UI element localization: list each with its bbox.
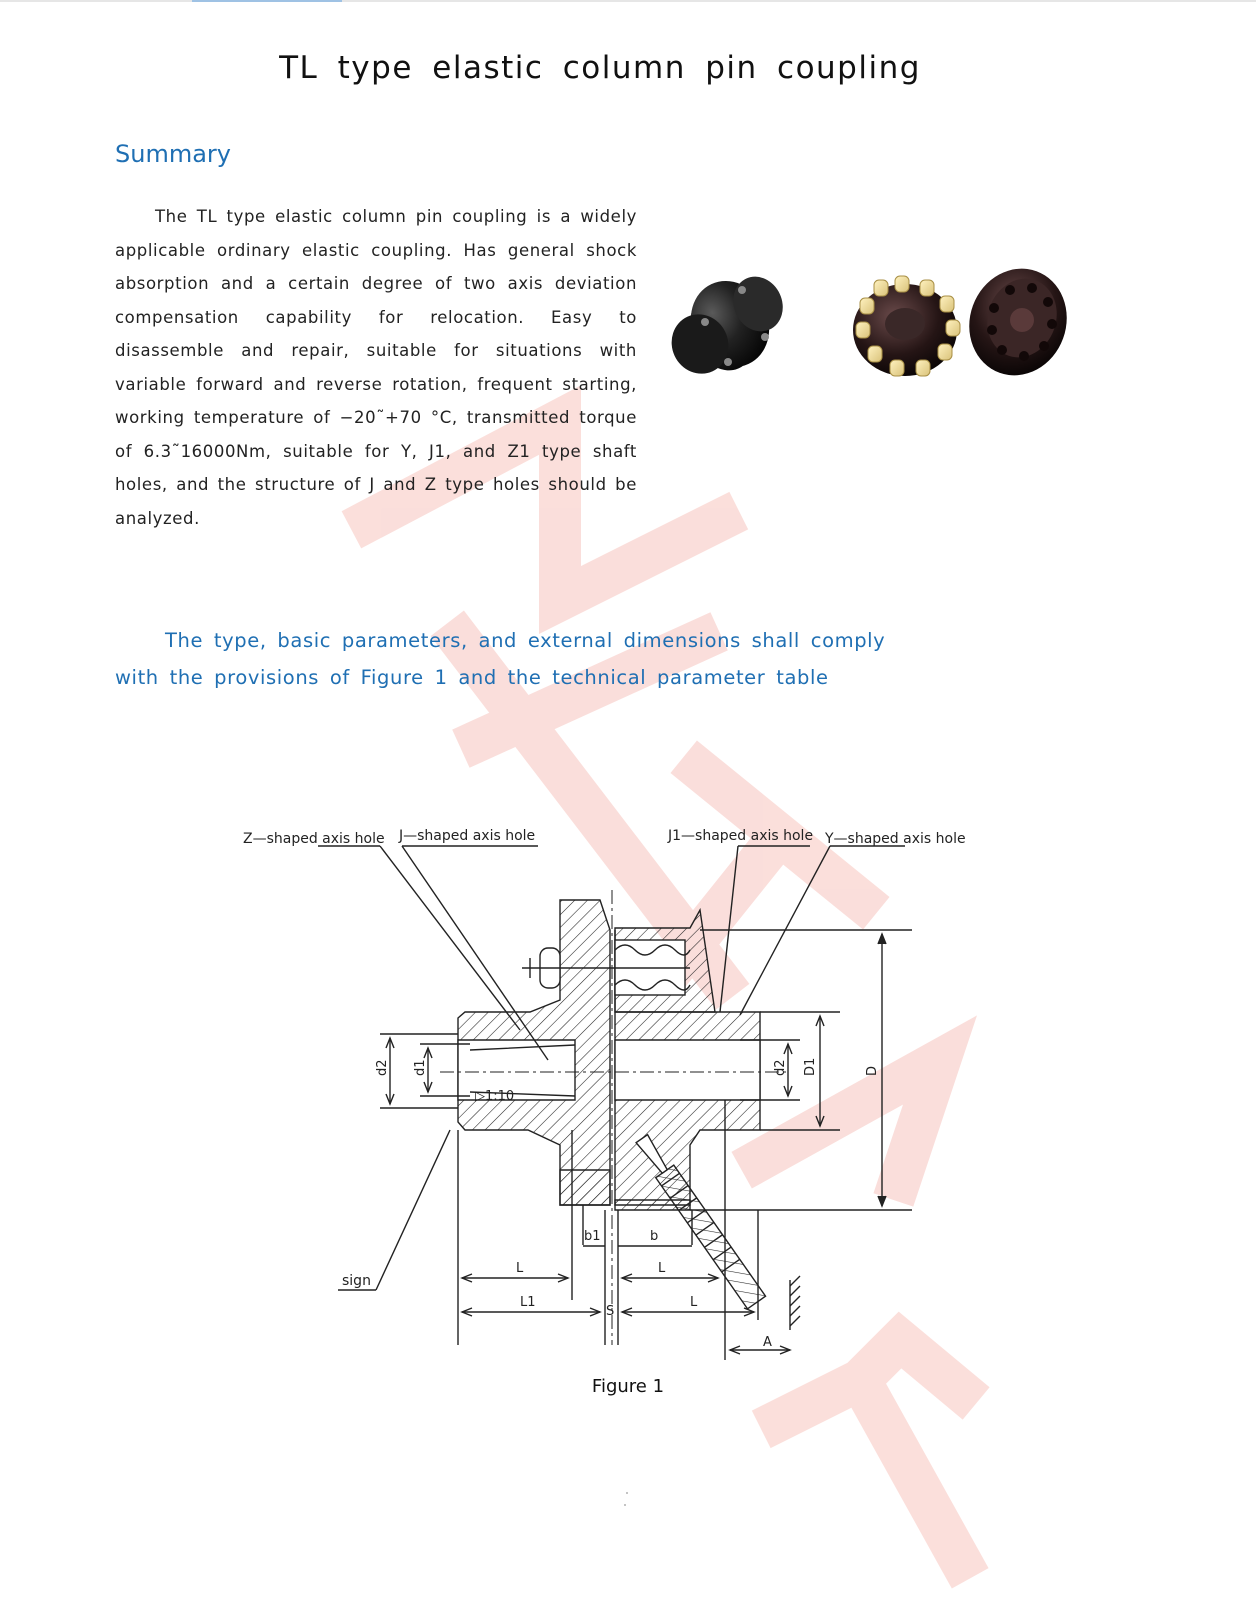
z-hole-label: Z—shaped axis hole xyxy=(243,831,385,847)
L-mid-label: L xyxy=(658,1261,666,1276)
S-label: S xyxy=(606,1304,615,1319)
summary-heading: Summary xyxy=(115,140,231,168)
product-photos xyxy=(670,262,1090,402)
d2-left-label: d2 xyxy=(375,1059,390,1076)
figure-1-drawing xyxy=(0,800,1256,1440)
footer-mark xyxy=(615,1490,645,1510)
D-label: D xyxy=(865,1065,880,1076)
j1-hole-label: J1—shaped axis hole xyxy=(668,828,814,844)
j-hole-label: J—shaped axis hole xyxy=(399,828,536,844)
top-accent-bar xyxy=(192,0,342,2)
L-right-label: L xyxy=(690,1295,698,1310)
L1-label: L1 xyxy=(520,1295,536,1310)
A-label: A xyxy=(763,1335,772,1350)
d1-label: d1 xyxy=(413,1059,428,1076)
L-left-label: L xyxy=(516,1261,524,1276)
sign-label: sign xyxy=(342,1273,371,1289)
summary-paragraph: The TL type elastic column pin coupling is a widely applicable ordinary elastic coupling. Has general shock absorption and a certain degree of two axis deviation compensation capability for relocation. Easy to disassemble and repair, suitable for situations with variable forward and reverse rotation, frequent starting, working temperature of −20˜+70 °C, transmitted torque of 6.3˜16000Nm, suitable for Y, J1, and Z1 type shaft holes, and the structure of J and Z type holes should be analyzed. xyxy=(115,207,637,528)
pin-ring-image xyxy=(853,276,960,376)
b1-label: b1 xyxy=(584,1229,601,1244)
hub-image xyxy=(954,262,1081,389)
assembled-coupling-image xyxy=(670,268,792,383)
y-hole-label: Y—shaped axis hole xyxy=(825,831,966,847)
taper-label: ▷1:10 xyxy=(475,1089,515,1104)
d2-right-label: d2 xyxy=(773,1059,788,1076)
figure-caption: Figure 1 xyxy=(591,1376,665,1397)
intro-paragraph: The type, basic parameters, and external dimensions shall comply with the provisions of Figure 1 and the technical parameter table xyxy=(115,629,886,689)
b-label: b xyxy=(650,1229,659,1244)
page-title: TL type elastic column pin coupling xyxy=(279,50,921,86)
D1-label: D1 xyxy=(803,1057,818,1076)
top-border xyxy=(0,0,1256,2)
